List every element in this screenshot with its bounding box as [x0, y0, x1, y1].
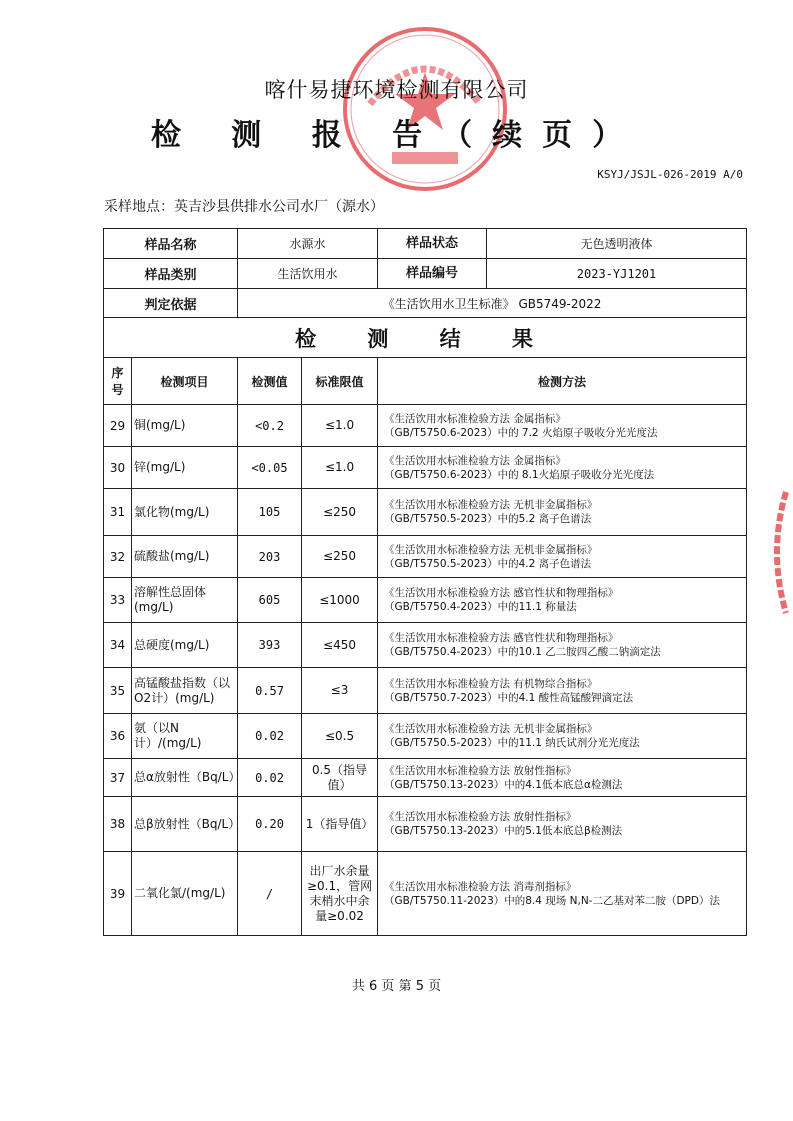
row-method — [378, 797, 747, 852]
method-line: （GB/T5750.5-2023）中的11.1 纳氏试剂分光光度法 — [384, 737, 640, 749]
method-line: 《生活饮用水标准检验方法 无机非金属指标》 — [384, 723, 598, 735]
method-line: （GB/T5750.6-2023）中的 8.1火焰原子吸收分光光度法 — [384, 468, 655, 481]
row-limit: ≤3 — [302, 668, 378, 714]
row-method — [378, 668, 747, 714]
row-item: 总β放射性（Bq/L） — [132, 797, 238, 852]
row-method — [378, 447, 747, 489]
row-limit: ≤1.0 — [302, 405, 378, 447]
row-method — [378, 405, 747, 447]
row-method — [378, 536, 747, 578]
row-number: 39 — [104, 852, 132, 936]
row-item: 总α放射性（Bq/L） — [132, 759, 238, 797]
table-row — [104, 489, 747, 536]
row-value: 105 — [238, 489, 302, 536]
method-line: （GB/T5750.5-2023）中的4.2 离子色谱法 — [384, 557, 592, 570]
method-line: 《生活饮用水标准检验方法 消毒剂指标》 — [384, 880, 577, 893]
side-stamp — [766, 490, 792, 615]
row-number: 31 — [104, 489, 132, 536]
row-value: 393 — [238, 623, 302, 668]
row-item: 高锰酸盐指数（以O2计）(mg/L) — [132, 668, 238, 714]
sampling-site: 采样地点：英吉沙县供排水公司水厂（源水） — [104, 199, 384, 215]
row-limit: ≤250 — [302, 536, 378, 578]
row-value: 203 — [238, 536, 302, 578]
results-title-row — [104, 318, 747, 358]
sample-name-label: 样品名称 — [104, 229, 238, 259]
row-limit: ≤1.0 — [302, 447, 378, 489]
sample-state-cell — [378, 229, 747, 259]
row-item: 锌(mg/L) — [132, 447, 238, 489]
row-value: <0.05 — [238, 447, 302, 489]
method-line: （GB/T5750.5-2023）中的5.2 离子色谱法 — [384, 513, 592, 525]
table-row — [104, 447, 747, 489]
row-item: 二氧化氯/(mg/L) — [132, 852, 238, 936]
document-number: KSYJ/JSJL-026-2019 A/0 — [597, 168, 743, 181]
report-title: 检 测 报 告（续页） — [150, 118, 643, 153]
row-limit: ≤250 — [302, 489, 378, 536]
table-row — [104, 668, 747, 714]
row-value: / — [238, 852, 302, 936]
method-line: 《生活饮用水标准检验方法 有机物综合指标》 — [384, 677, 598, 690]
table-row — [104, 405, 747, 447]
basis-value: 《生活饮用水卫生标准》 GB5749-2022 — [238, 289, 747, 318]
row-limit: 出厂水余量≥0.1，管网末梢水中余量≥0.02 — [302, 852, 378, 936]
method-line: 《生活饮用水标准检验方法 无机非金属指标》 — [384, 543, 598, 556]
basis-label: 判定依据 — [104, 289, 238, 318]
row-item: 总硬度(mg/L) — [132, 623, 238, 668]
method-line: 《生活饮用水标准检验方法 无机非金属指标》 — [384, 499, 598, 511]
col-header-value: 检测值 — [238, 358, 302, 405]
sample-state-label: 样品状态 — [378, 229, 487, 258]
sample-no-value: 2023-YJ1201 — [576, 266, 657, 281]
sample-type-value: 生活饮用水 — [238, 259, 378, 289]
sample-no-label: 样品编号 — [378, 259, 487, 288]
row-number: 32 — [104, 536, 132, 578]
col-header-no: 序号 — [104, 358, 132, 405]
row-method — [378, 489, 747, 536]
row-method — [378, 714, 747, 759]
table-row — [104, 714, 747, 759]
method-line: 《生活饮用水标准检验方法 金属指标》 — [384, 454, 566, 467]
method-line: （GB/T5750.13-2023）中的5.1低本底总β检测法 — [384, 825, 623, 837]
row-method — [378, 578, 747, 623]
info-row — [104, 229, 747, 259]
row-number: 30 — [104, 447, 132, 489]
method-line: （GB/T5750.7-2023）中的4.1 酸性高锰酸钾滴定法 — [384, 691, 634, 704]
row-limit: ≤1000 — [302, 578, 378, 623]
row-limit: 0.5（指导值） — [302, 759, 378, 797]
row-number: 37 — [104, 759, 132, 797]
col-header-item: 检测项目 — [132, 358, 238, 405]
row-number: 36 — [104, 714, 132, 759]
table-row — [104, 578, 747, 623]
row-item: 氨（以N计）/(mg/L) — [132, 714, 238, 759]
sample-type-label: 样品类别 — [104, 259, 238, 289]
row-value: <0.2 — [238, 405, 302, 447]
method-line: （GB/T5750.4-2023）中的10.1 乙二胺四乙酸二钠滴定法 — [384, 646, 661, 658]
row-item: 硫酸盐(mg/L) — [132, 536, 238, 578]
results-title: 检 测 结 果 — [104, 318, 747, 358]
row-number: 35 — [104, 668, 132, 714]
method-line: （GB/T5750.4-2023）中的11.1 称量法 — [384, 601, 577, 613]
row-limit: 1（指导值） — [302, 797, 378, 852]
sample-state-value: 无色透明液体 — [580, 237, 653, 251]
method-line: 《生活饮用水标准检验方法 放射性指标》 — [384, 764, 577, 777]
table-row — [104, 536, 747, 578]
row-number: 33 — [104, 578, 132, 623]
row-item: 溶解性总固体(mg/L) — [132, 578, 238, 623]
row-method — [378, 623, 747, 668]
page-footer: 共 6 页 第 5 页 — [351, 979, 442, 994]
sample-no-cell — [378, 259, 747, 289]
row-limit: ≤0.5 — [302, 714, 378, 759]
method-line: 《生活饮用水标准检验方法 感官性状和物理指标》 — [384, 632, 619, 644]
method-line: （GB/T5750.6-2023）中的 7.2 火焰原子吸收分光光度法 — [384, 426, 658, 439]
sample-name-value: 水源水 — [238, 229, 378, 259]
column-header-row — [104, 358, 747, 405]
row-item: 氯化物(mg/L) — [132, 489, 238, 536]
table-row — [104, 759, 747, 797]
col-header-limit: 标准限值 — [302, 358, 378, 405]
row-number: 34 — [104, 623, 132, 668]
table-row — [104, 623, 747, 668]
row-item: 铜(mg/L) — [132, 405, 238, 447]
row-number: 29 — [104, 405, 132, 447]
company-seal-stamp — [340, 24, 510, 194]
method-line: 《生活饮用水标准检验方法 感官性状和物理指标》 — [384, 587, 619, 599]
row-limit: ≤450 — [302, 623, 378, 668]
basis-row — [104, 289, 747, 318]
method-line: 《生活饮用水标准检验方法 金属指标》 — [384, 412, 566, 425]
table-row — [104, 852, 747, 936]
method-line: （GB/T5750.13-2023）中的4.1低本底总α检测法 — [384, 778, 623, 791]
col-header-method: 检测方法 — [378, 358, 747, 405]
row-method — [378, 759, 747, 797]
row-value: 0.20 — [238, 797, 302, 852]
table-row — [104, 797, 747, 852]
row-value: 0.02 — [238, 714, 302, 759]
row-value: 0.02 — [238, 759, 302, 797]
report-table — [103, 228, 747, 936]
row-number: 38 — [104, 797, 132, 852]
row-method — [378, 852, 747, 936]
company-name: 喀什易捷环境检测有限公司 — [264, 78, 529, 102]
method-line: （GB/T5750.11-2023）中的8.4 现场 N,N-二乙基对苯二胺（DPD）法 — [384, 894, 720, 907]
row-value: 605 — [238, 578, 302, 623]
method-line: 《生活饮用水标准检验方法 放射性指标》 — [384, 811, 577, 823]
info-row — [104, 259, 747, 289]
row-value: 0.57 — [238, 668, 302, 714]
